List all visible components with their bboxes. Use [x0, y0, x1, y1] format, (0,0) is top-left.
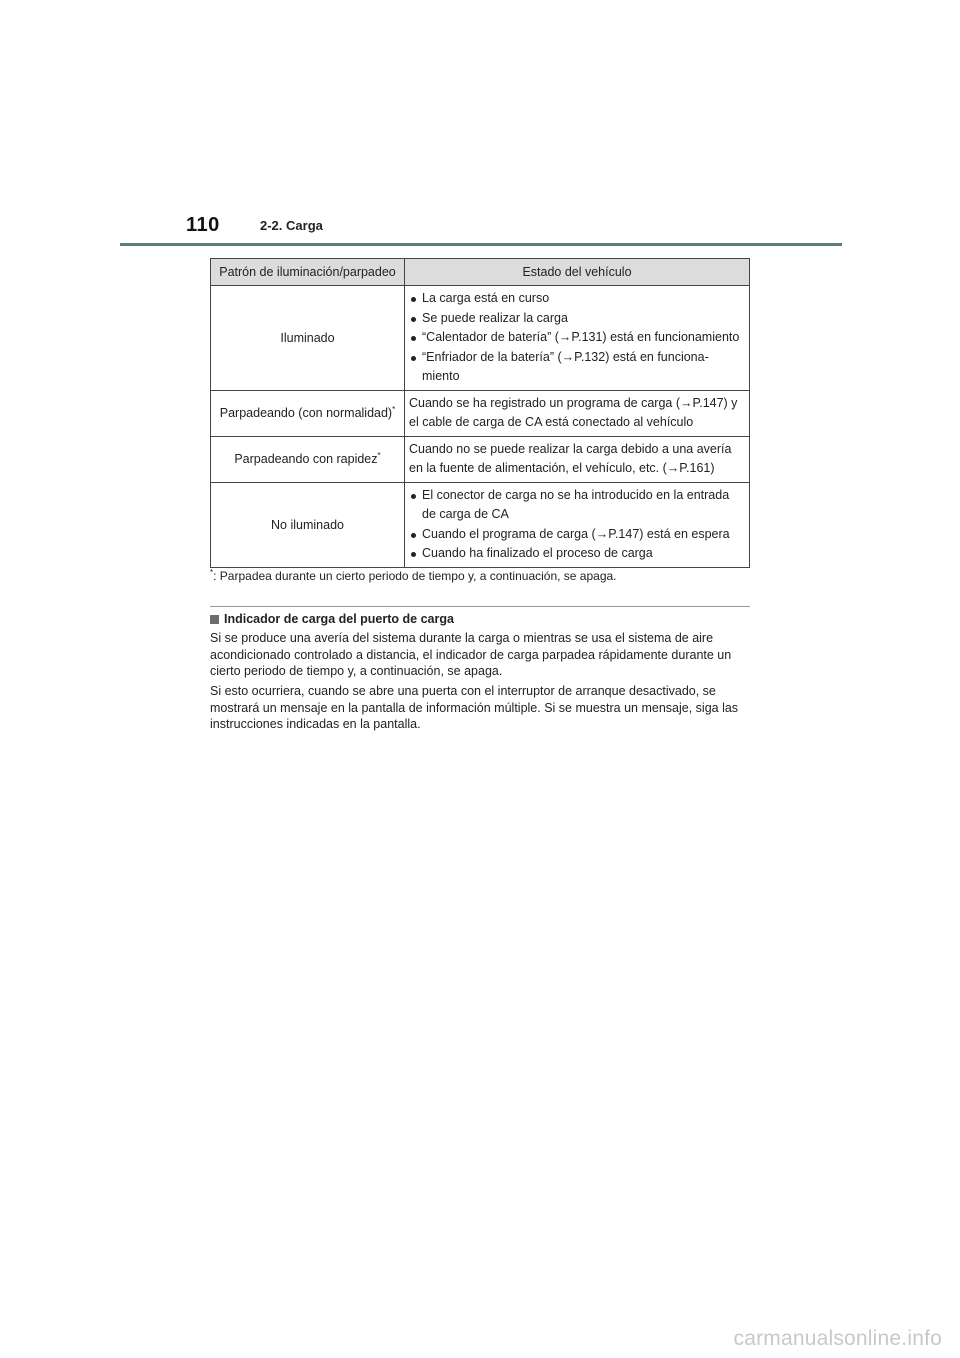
list-item — [409, 486, 747, 525]
state-cell — [405, 286, 750, 391]
pattern-cell — [211, 436, 405, 482]
table-row — [211, 436, 750, 482]
square-bullet-icon — [210, 615, 219, 624]
watermark: carmanualsonline.info — [733, 1327, 942, 1350]
list-item: “Calentador de batería” (→P.131) está en funcionamiento — [409, 328, 747, 348]
state-bullet-list — [409, 289, 747, 367]
pattern-label: Parpadeando con rapidez — [234, 452, 378, 466]
pattern-label: Parpadeando (con normalidad) — [219, 406, 393, 420]
table-row — [211, 390, 750, 436]
list-item-continuation: miento — [422, 369, 460, 383]
list-item: Cuando ha finalizado el proceso de carga — [409, 544, 747, 564]
page-number: 110 — [186, 214, 220, 236]
state-cell — [405, 436, 750, 482]
state-line: el cable de carga de CA está conectado al vehículo — [409, 415, 694, 429]
column-header-pattern: Patrón de iluminación/parpadeo — [211, 259, 405, 286]
column-header-state: Estado del vehículo — [405, 259, 750, 286]
list-item: Se puede realizar la carga — [409, 309, 747, 329]
footnote-marker: * — [210, 568, 214, 577]
state-cell — [405, 390, 750, 436]
subsection-heading — [210, 612, 454, 626]
pattern-cell: No iluminado — [211, 482, 405, 567]
footnote-marker: * — [377, 450, 381, 460]
state-bullet-list — [409, 486, 747, 564]
state-line: Cuando no se puede realizar la carga debido a una avería — [409, 441, 732, 456]
table-header-row — [211, 259, 750, 286]
body-paragraph: Si se produce una avería del sistema durante la carga o mientras se usa el sistema de aire acondicionado controlado a distancia, el indicador de carga parpadea rápidamente durante un cierto periodo de tiempo y, a continuación, se apaga. — [210, 631, 732, 678]
charging-status-table — [210, 258, 750, 568]
footnote-text: : Parpadea durante un cierto periodo de tiempo y, a continuación, se apaga. — [213, 569, 617, 583]
section-title: 2-2. Carga — [260, 218, 323, 233]
list-item-continuation: de carga de CA — [422, 507, 509, 521]
subsection-title: Indicador de carga del puerto de carga — [224, 612, 454, 626]
list-item: Cuando el programa de carga (→P.147) está en espera — [409, 525, 747, 545]
footnote — [210, 568, 617, 583]
state-line: en la fuente de alimentación, el vehículo, etc. (→P.161) — [409, 461, 715, 475]
list-item-text: El conector de carga no se ha introducido en la entrada — [422, 487, 730, 502]
table-row — [211, 286, 750, 391]
section-divider — [210, 606, 750, 607]
body-paragraph: Si esto ocurriera, cuando se abre una puerta con el interruptor de arranque desactivado, se mostrará un mensaje en la pantalla de información múltiple. Si se muestra un mensaje, siga las instrucciones indicadas en la pantalla. — [210, 684, 739, 731]
header-rule — [120, 243, 842, 246]
list-item: “Enfriador de la batería” (→P.132) está en funciona- — [409, 348, 747, 368]
pattern-cell: Iluminado — [211, 286, 405, 391]
table-row — [211, 482, 750, 567]
list-item: La carga está en curso — [409, 289, 747, 309]
footnote-marker: * — [392, 404, 396, 414]
state-cell — [405, 482, 750, 567]
state-line: Cuando se ha registrado un programa de carga (→P.147) y — [409, 395, 738, 410]
pattern-cell — [211, 390, 405, 436]
